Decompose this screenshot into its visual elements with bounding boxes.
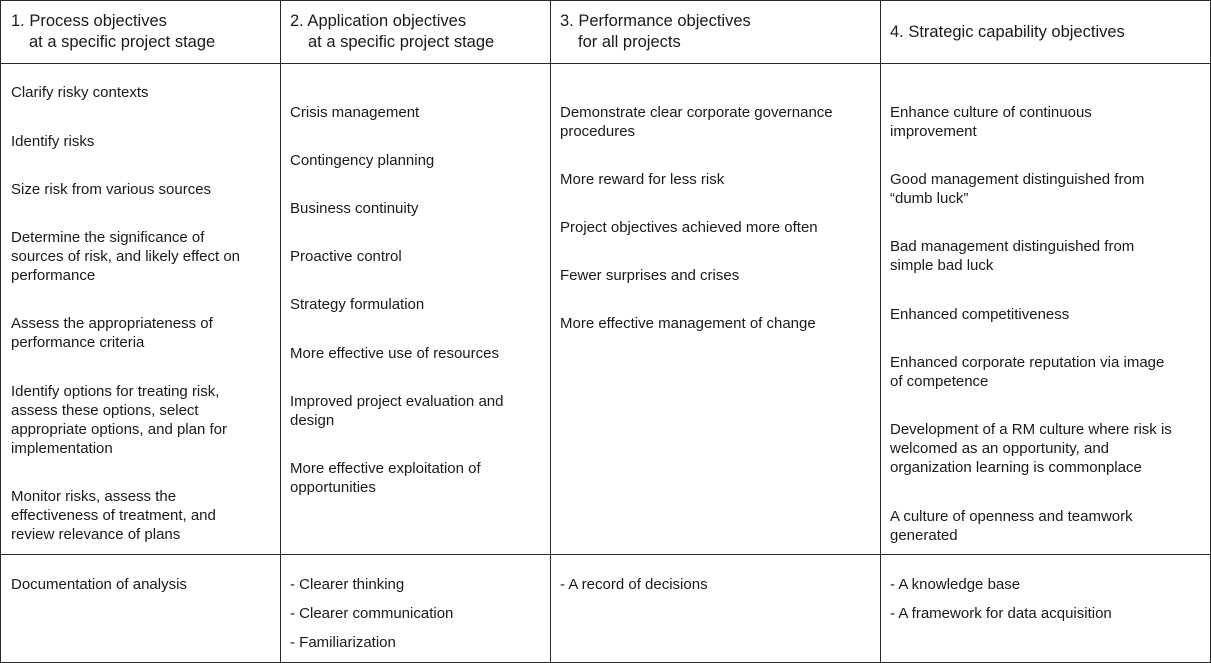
objective-line: More reward for less risk <box>560 171 725 188</box>
header-line: at a specific project stage <box>308 33 495 51</box>
objective-line: A culture of openness and teamwork <box>890 508 1133 525</box>
objective-line: “dumb luck” <box>890 190 969 207</box>
objective-line: implementation <box>11 440 113 457</box>
output-item <box>290 570 453 657</box>
objective-line: Identify risks <box>11 133 95 150</box>
objective-line: Crisis management <box>290 104 420 121</box>
header-line: 3. Performance objectives <box>560 12 751 30</box>
objective-line: More effective exploitation of <box>290 460 481 477</box>
objective-line: Good management distinguished from <box>890 171 1145 188</box>
table-border-left <box>0 0 1 663</box>
column-divider <box>280 0 281 663</box>
objective-line: Determine the significance of <box>11 229 205 246</box>
header-line: 1. Process objectives <box>11 12 167 30</box>
objective-line: sources of risk, and likely effect on <box>11 248 240 265</box>
header-line: 2. Application objectives <box>290 12 467 30</box>
output-line: - Clearer thinking <box>290 576 405 593</box>
header-line: at a specific project stage <box>29 33 216 51</box>
objective-line: Improved project evaluation and <box>290 393 504 410</box>
objective-line: Development of a RM culture where risk is <box>890 421 1172 438</box>
column-divider <box>550 0 551 663</box>
header-divider <box>0 63 1211 64</box>
objective-line: simple bad luck <box>890 257 994 274</box>
objective-line: Fewer surprises and crises <box>560 267 740 284</box>
header-application-objectives <box>290 11 494 53</box>
objective-item <box>290 392 503 430</box>
objective-item <box>290 151 434 170</box>
objective-line: Size risk from various sources <box>11 181 212 198</box>
objective-line: generated <box>890 527 958 544</box>
objective-line: Proactive control <box>290 248 402 265</box>
objective-item <box>11 487 216 544</box>
output-line: - A knowledge base <box>890 576 1021 593</box>
objective-line: effectiveness of treatment, and <box>11 507 216 524</box>
objective-item <box>890 305 1069 324</box>
objective-item <box>11 180 211 199</box>
header-strategic-capability-objectives <box>890 22 1125 43</box>
objective-item <box>560 170 724 189</box>
objective-item <box>290 103 419 122</box>
objective-item <box>11 314 213 352</box>
objective-item <box>560 266 739 285</box>
objective-line: More effective use of resources <box>290 345 499 362</box>
objective-line: Strategy formulation <box>290 296 425 313</box>
objective-item <box>290 199 418 218</box>
objective-item <box>560 103 833 141</box>
objective-line: design <box>290 412 335 429</box>
objective-item <box>560 314 816 333</box>
objective-line: Project objectives achieved more often <box>560 219 818 236</box>
objective-line: Business continuity <box>290 200 419 217</box>
objective-line: Contingency planning <box>290 152 435 169</box>
objective-line: Enhanced competitiveness <box>890 306 1070 323</box>
objective-line: appropriate options, and plan for <box>11 421 227 438</box>
header-line: for all projects <box>578 33 681 51</box>
objective-item <box>890 237 1134 275</box>
objective-line: welcomed as an opportunity, and <box>890 440 1110 457</box>
objective-line: Clarify risky contexts <box>11 84 149 101</box>
objective-item <box>890 103 1092 141</box>
objective-line: Enhanced corporate reputation via image <box>890 354 1165 371</box>
objective-item <box>11 382 227 458</box>
objective-line: performance <box>11 267 96 284</box>
header-line: 4. Strategic capability objectives <box>890 23 1125 41</box>
objective-item <box>890 170 1144 208</box>
objective-line: procedures <box>560 123 636 140</box>
objective-line: Demonstrate clear corporate governance <box>560 104 833 121</box>
output-item <box>560 575 708 594</box>
objective-item <box>11 228 240 285</box>
objective-line: Assess the appropriateness of <box>11 315 213 332</box>
table-border-top <box>0 0 1211 1</box>
objective-item <box>890 507 1133 545</box>
objective-line: assess these options, select <box>11 402 199 419</box>
objective-item <box>11 83 149 102</box>
output-divider <box>0 554 1211 555</box>
output-line: Documentation of analysis <box>11 576 187 593</box>
objective-line: improvement <box>890 123 977 140</box>
objective-line: Identify options for treating risk, <box>11 383 220 400</box>
header-performance-objectives <box>560 11 751 53</box>
objective-line: review relevance of plans <box>11 526 181 543</box>
output-item <box>11 575 187 594</box>
objective-item <box>290 247 402 266</box>
objective-item <box>890 420 1172 477</box>
objective-item <box>290 344 499 363</box>
output-line: - Familiarization <box>290 634 396 651</box>
objective-line: More effective management of change <box>560 315 816 332</box>
objective-line: Bad management distinguished from <box>890 238 1135 255</box>
objective-item <box>560 218 818 237</box>
objective-line: performance criteria <box>11 334 145 351</box>
objective-item <box>290 295 424 314</box>
objective-line: organization learning is commonplace <box>890 459 1142 476</box>
objective-line: of competence <box>890 373 989 390</box>
objective-item <box>11 132 94 151</box>
objective-line: Monitor risks, assess the <box>11 488 177 505</box>
column-divider <box>880 0 881 663</box>
objective-item <box>890 353 1164 391</box>
output-line: - Clearer communication <box>290 605 454 622</box>
output-item <box>890 570 1112 628</box>
objective-line: opportunities <box>290 479 376 496</box>
output-line: - A record of decisions <box>560 576 708 593</box>
objective-item <box>290 459 481 497</box>
header-process-objectives <box>11 11 215 53</box>
output-line: - A framework for data acquisition <box>890 605 1112 622</box>
objective-line: Enhance culture of continuous <box>890 104 1092 121</box>
